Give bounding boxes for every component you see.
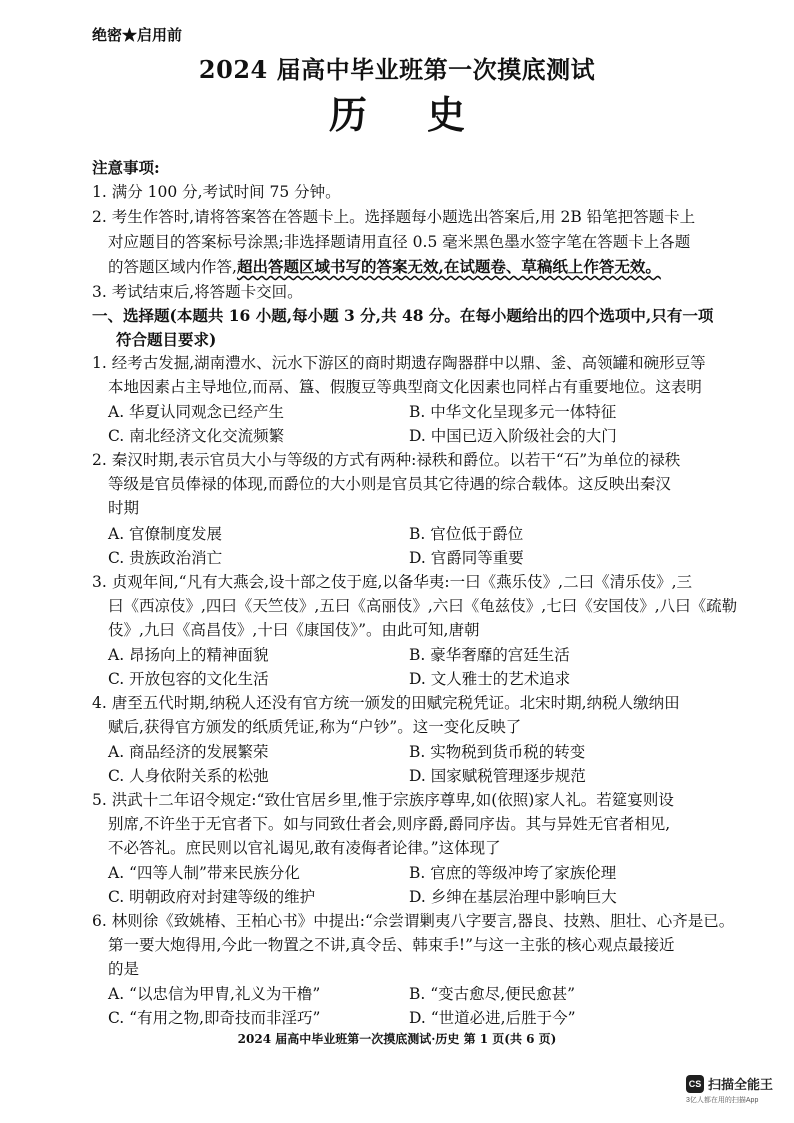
question-5-line: 不必答礼。庶民则以官礼谒见,敢有凌侮者论律。”这体现了 — [108, 839, 501, 857]
question-3-option-d: D. 文人雅士的艺术追求 — [409, 670, 571, 688]
notice-line: 对应题目的答案标号涂黑;非选择题请用直径 0.5 毫米黑色墨水签字笔在答题卡上各题 — [108, 233, 691, 251]
question-4-option-a: A. 商品经济的发展繁荣 — [108, 743, 269, 761]
notice-line: 3. 考试结束后,将答题卡交回。 — [92, 283, 303, 301]
question-1-line: 1. 经考古发掘,湖南澧水、沅水下游区的商时期遗存陶器群中以鼎、釜、高领罐和碗形豆等 — [92, 354, 706, 372]
question-4-line: 4. 唐至五代时期,纳税人还没有官方统一颁发的田赋完税凭证。北宋时期,纳税人缴纳田 — [92, 694, 680, 712]
question-4-line: 赋后,获得官方颁发的纸质凭证,称为“户钞”。这一变化反映了 — [108, 718, 522, 736]
question-5-option-d: D. 乡绅在基层治理中影响巨大 — [409, 888, 617, 906]
question-6-line: 第一要大炮得用,今此一物置之不讲,真令岳、韩束手!”与这一主张的核心观点最接近 — [108, 936, 675, 954]
question-1-option-a: A. 华夏认同观念已经产生 — [108, 403, 285, 421]
question-3-option-b: B. 豪华奢靡的宫廷生活 — [409, 646, 570, 664]
question-4-option-b: B. 实物税到货币税的转变 — [409, 743, 586, 761]
question-2-option-d: D. 官爵同等重要 — [409, 549, 524, 567]
question-3-option-a: A. 昂扬向上的精神面貌 — [108, 646, 269, 664]
question-5-option-c: C. 明朝政府对封建等级的维护 — [108, 888, 316, 906]
question-5-option-b: B. 官庶的等级冲垮了家族伦理 — [409, 864, 617, 882]
notice-line: 2. 考生作答时,请将答案答在答题卡上。选择题每小题选出答案后,用 2B 铅笔把答题卡上 — [92, 208, 696, 226]
question-5-line: 别席,不许坐于无官者下。如与同致仕者会,则序爵,爵同序齿。其与异姓无官者相见, — [108, 815, 671, 833]
question-3-line: 伎》,九曰《高昌伎》,十曰《康国伎》”。由此可知,唐朝 — [108, 621, 480, 639]
watermark-name: 扫描全能王 — [708, 1077, 774, 1092]
section-heading-cont: 符合题目要求) — [116, 330, 217, 349]
question-4-option-c: C. 人身依附关系的松弛 — [108, 767, 269, 785]
question-1-option-b: B. 中华文化呈现多元一体特征 — [409, 403, 617, 421]
question-6-option-c: C. “有用之物,即奇技而非淫巧” — [108, 1009, 321, 1027]
question-1-option-d: D. 中国已迈入阶级社会的大门 — [409, 427, 617, 445]
question-3-option-c: C. 开放包容的文化生活 — [108, 670, 269, 688]
question-2-line: 2. 秦汉时期,表示官员大小与等级的方式有两种:禄秩和爵位。以若干“石”为单位的禄秩 — [92, 451, 681, 469]
question-4-option-d: D. 国家赋税管理逐步规范 — [409, 767, 586, 785]
watermark-subtitle: 3亿人都在用的扫描App — [686, 1097, 759, 1104]
question-5-line: 5. 洪武十二年诏令规定:“致仕官居乡里,惟于宗族序尊卑,如(依照)家人礼。若筵宴则设 — [92, 791, 674, 809]
question-2-line: 时期 — [108, 499, 140, 517]
question-1-line: 本地因素占主导地位,而鬲、簋、假腹豆等典型商文化因素也同样占有重要地位。这表明 — [108, 378, 702, 396]
question-2-line: 等级是官员俸禄的体现,而爵位的大小则是官员其它待遇的综合载体。这反映出秦汉 — [108, 475, 671, 493]
question-6-line: 6. 林则徐《致姚椿、王柏心书》中提出:“佘尝谓剿夷八字要言,器良、技熟、胆壮、心齐是已。 — [92, 912, 735, 930]
question-6-option-a: A. “以忠信为甲胄,礼义为干橹” — [108, 985, 321, 1003]
question-3-line: 曰《西凉伎》,四曰《天竺伎》,五曰《高丽伎》,六曰《龟兹伎》,七曰《安国伎》,八曰《疏勒 — [108, 597, 738, 615]
question-5-option-a: A. “四等人制”带来民族分化 — [108, 864, 300, 882]
question-2-option-b: B. 官位低于爵位 — [409, 525, 524, 543]
notice-heading: 注意事项: — [92, 158, 160, 177]
confidential-tag: 绝密★启用前 — [92, 26, 183, 44]
question-6-option-b: B. “变古愈尽,便民愈甚” — [409, 985, 576, 1003]
notice-text: 的答题区域内作答, — [108, 258, 237, 276]
notice-line: 1. 满分 100 分,考试时间 75 分钟。 — [92, 183, 341, 201]
exam-title: 2024 届高中毕业班第一次摸底测试 — [198, 55, 596, 84]
question-2-option-a: A. 官僚制度发展 — [108, 525, 223, 543]
page-footer: 2024 届高中毕业班第一次摸底测试·历史 第 1 页(共 6 页) — [237, 1032, 557, 1046]
question-3-line: 3. 贞观年间,“凡有大燕会,设十部之伎于庭,以备华夷:一曰《燕乐伎》,二曰《清乐伎》,三 — [92, 573, 692, 591]
notice-emphasis: 超出答题区域书写的答案无效,在试题卷、草稿纸上作答无效。 — [236, 257, 661, 276]
question-6-option-d: D. “世道必进,后胜于今” — [409, 1009, 576, 1027]
subject-title: 历史 — [328, 92, 525, 137]
notice-line — [108, 255, 661, 279]
section-heading: 一、选择题(本题共 16 小题,每小题 3 分,共 48 分。在每小题给出的四个选项中,只有一项 — [92, 306, 714, 325]
question-6-line: 的是 — [108, 960, 140, 978]
scanner-watermark — [686, 1074, 786, 1105]
question-2-option-c: C. 贵族政治消亡 — [108, 549, 223, 567]
question-1-option-c: C. 南北经济文化交流频繁 — [108, 427, 285, 445]
camscanner-logo-icon: CS — [686, 1075, 704, 1093]
